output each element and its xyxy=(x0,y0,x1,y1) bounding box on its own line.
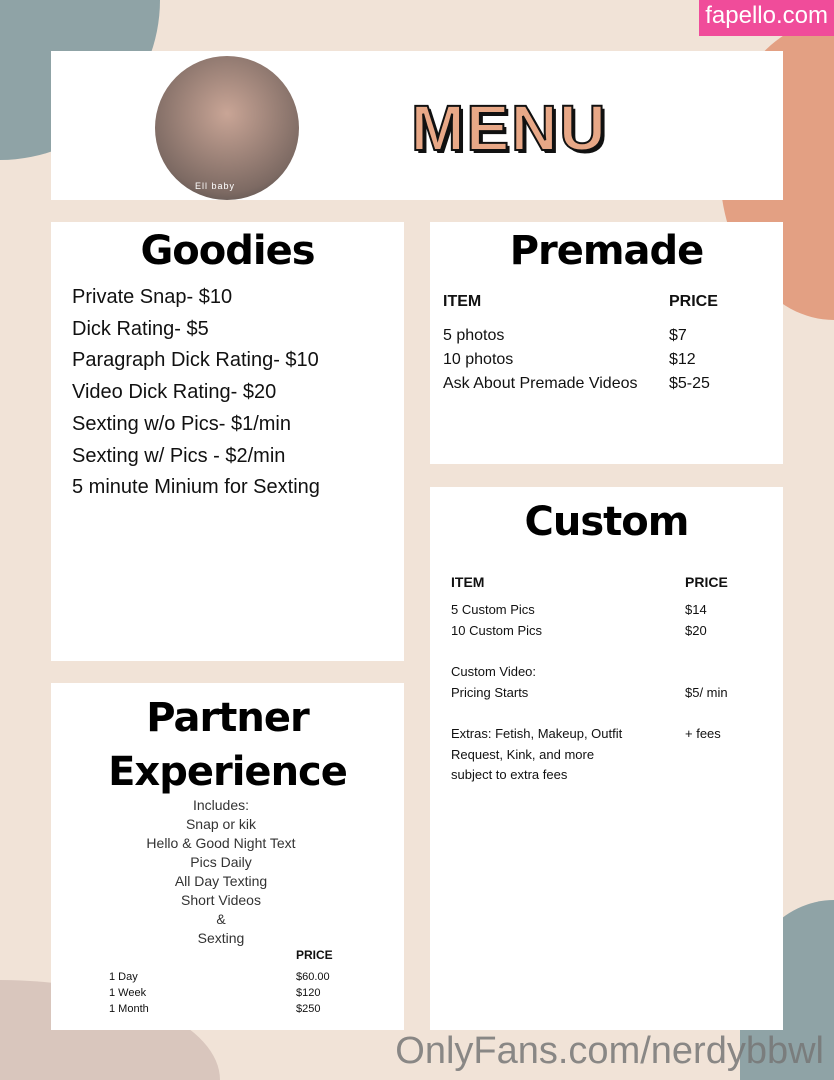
goodies-item: Sexting w/o Pics- $1/min xyxy=(72,412,291,435)
partner-item: 1 Month xyxy=(109,1003,149,1015)
partner-include-item: Pics Daily xyxy=(190,854,252,870)
watermark-bottom: OnlyFans.com/nerdybbwl xyxy=(395,1030,824,1072)
partner-item: 1 Day xyxy=(109,971,138,983)
premade-price: $5-25 xyxy=(669,375,710,392)
custom-item-header: ITEM xyxy=(451,574,485,590)
premade-panel xyxy=(430,222,783,464)
goodies-item: Video Dick Rating- $20 xyxy=(72,381,277,404)
goodies-item: Dick Rating- $5 xyxy=(72,317,209,340)
premade-title: Premade xyxy=(509,228,704,274)
partner-include-item: Sexting xyxy=(197,930,245,946)
avatar-caption: Ell baby xyxy=(195,181,236,191)
partner-include-item: & xyxy=(216,911,226,927)
custom-item: Pricing Starts xyxy=(451,685,529,700)
custom-title: Custom xyxy=(524,499,689,545)
custom-item: Custom Video: xyxy=(451,664,537,679)
premade-price: $7 xyxy=(669,327,687,344)
premade-item: 5 photos xyxy=(443,327,505,344)
custom-price: $14 xyxy=(685,602,707,617)
premade-price: $12 xyxy=(669,351,696,368)
custom-item: 5 Custom Pics xyxy=(451,602,535,617)
custom-item: Request, Kink, and more xyxy=(451,747,595,762)
goodies-item: Private Snap- $10 xyxy=(72,286,233,308)
header-panel xyxy=(51,51,783,200)
partner-panel xyxy=(51,683,404,1030)
premade-item: 10 photos xyxy=(443,351,514,368)
goodies-item: Paragraph Dick Rating- $10 xyxy=(72,349,319,372)
partner-include-item: Includes: xyxy=(192,797,250,813)
goodies-title: Goodies xyxy=(140,228,315,274)
avatar xyxy=(155,56,299,200)
goodies-panel xyxy=(51,222,404,661)
partner-price: $120 xyxy=(296,987,321,999)
custom-price: + fees xyxy=(685,726,721,741)
custom-item: Extras: Fetish, Makeup, Outfit xyxy=(451,726,623,741)
custom-item: 10 Custom Pics xyxy=(451,623,543,638)
premade-item: Ask About Premade Videos xyxy=(443,375,638,392)
goodies-item: Sexting w/ Pics - $2/min xyxy=(72,444,286,467)
custom-panel xyxy=(430,487,783,1030)
partner-include-item: Hello & Good Night Text xyxy=(146,835,296,851)
partner-item: 1 Week xyxy=(109,987,147,999)
partner-include-item: All Day Texting xyxy=(174,873,268,889)
partner-price: $60.00 xyxy=(296,971,330,983)
custom-price: $5/ min xyxy=(685,685,728,700)
partner-price: $250 xyxy=(296,1003,321,1015)
watermark-top: fapello.com xyxy=(699,0,834,36)
premade-price-header: PRICE xyxy=(669,293,718,310)
partner-title-line2: Experience xyxy=(108,749,347,795)
custom-price: $20 xyxy=(685,623,707,638)
partner-include-item: Snap or kik xyxy=(185,816,257,832)
partner-title-line1: Partner xyxy=(146,695,309,741)
page-title: MENU xyxy=(411,92,608,164)
partner-price-header: PRICE xyxy=(296,948,333,962)
custom-item: subject to extra fees xyxy=(451,767,568,782)
premade-item-header: ITEM xyxy=(443,293,482,310)
goodies-item: 5 minute Minium for Sexting xyxy=(72,476,320,499)
custom-price-header: PRICE xyxy=(685,574,728,590)
partner-include-item: Short Videos xyxy=(181,892,261,908)
